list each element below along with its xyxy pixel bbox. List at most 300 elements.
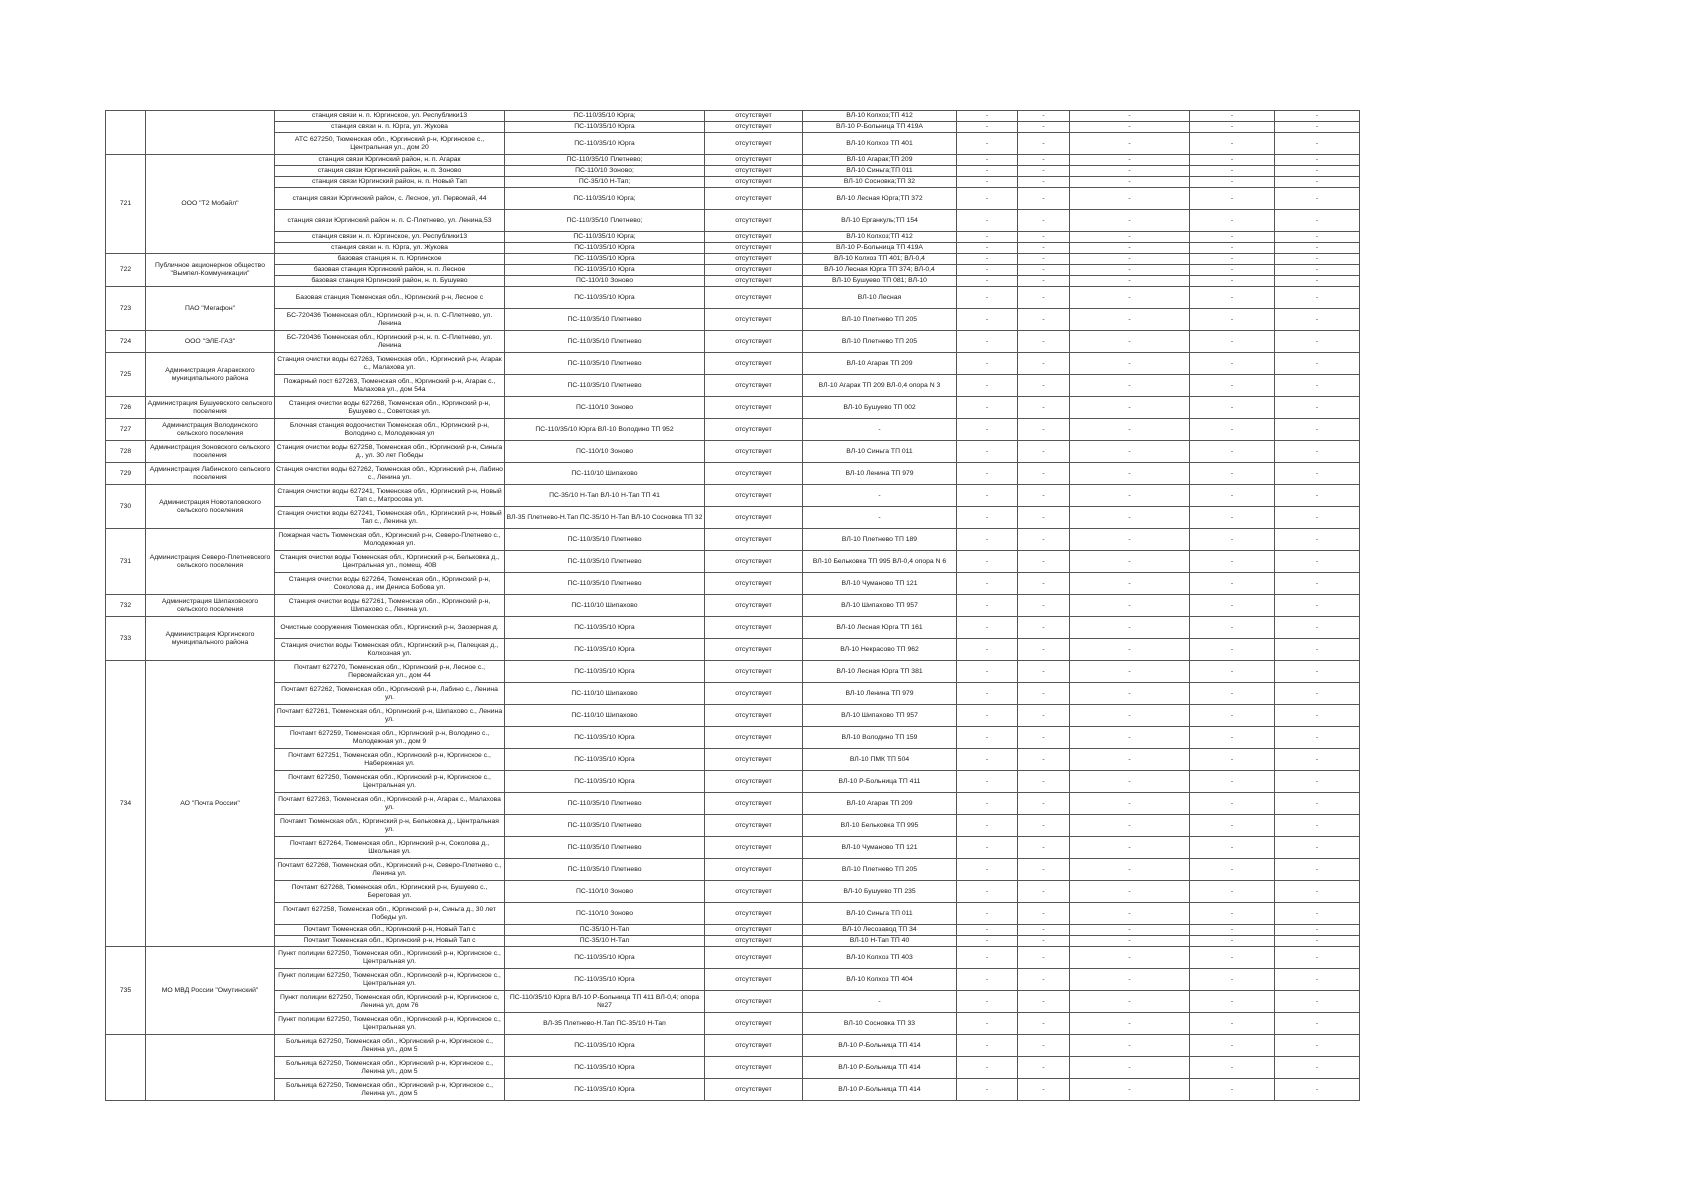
empty-value-cell: -	[1190, 815, 1275, 837]
row-number-cell: 727	[106, 419, 146, 441]
empty-value-cell: -	[1018, 166, 1070, 177]
table-row	[106, 727, 1360, 749]
facility-address-cell: Почтамт 627261, Тюменская обл., Юргинский р-н, Шипахово с., Ленина ул.	[275, 705, 505, 727]
empty-value-cell: -	[1190, 639, 1275, 661]
empty-value-cell: -	[1070, 683, 1190, 705]
table-row	[106, 111, 1360, 122]
table-row	[106, 210, 1360, 232]
table-row	[106, 859, 1360, 881]
empty-value-cell: -	[957, 903, 1018, 925]
empty-value-cell: -	[1070, 1035, 1190, 1057]
empty-value-cell: -	[957, 925, 1018, 936]
empty-value-cell: -	[1070, 309, 1190, 331]
empty-value-cell: -	[957, 276, 1018, 287]
substation-cell: ВЛ-35 Плетнево-Н.Тап ПС-35/10 Н-Тап ВЛ-10 Сосновка ТП 32	[505, 507, 705, 529]
status-cell: отсутствует	[705, 243, 803, 254]
empty-value-cell: -	[1018, 243, 1070, 254]
substation-cell: ПС-110/10 Зоново	[505, 397, 705, 419]
empty-value-cell: -	[1018, 122, 1070, 133]
empty-value-cell: -	[1190, 375, 1275, 397]
empty-value-cell: -	[1018, 265, 1070, 276]
empty-value-cell: -	[1275, 397, 1360, 419]
empty-value-cell: -	[1018, 463, 1070, 485]
empty-value-cell: -	[1070, 463, 1190, 485]
empty-value-cell: -	[1018, 793, 1070, 815]
empty-value-cell: -	[1190, 122, 1275, 133]
power-line-cell: -	[803, 991, 957, 1013]
substation-cell: ПС-110/35/10 Плетнево	[505, 815, 705, 837]
empty-value-cell: -	[1070, 837, 1190, 859]
status-cell: отсутствует	[705, 375, 803, 397]
empty-value-cell: -	[1275, 463, 1360, 485]
empty-value-cell: -	[1275, 749, 1360, 771]
power-line-cell: ВЛ-10 Колхоз;ТП 412	[803, 111, 957, 122]
empty-value-cell: -	[1070, 749, 1190, 771]
substation-cell: ПС-110/35/10 Юрга	[505, 133, 705, 155]
organization-cell: Администрация Агаракского муниципального района	[146, 353, 275, 397]
empty-value-cell: -	[957, 1035, 1018, 1057]
empty-value-cell: -	[1275, 122, 1360, 133]
empty-value-cell: -	[1018, 683, 1070, 705]
status-cell: отсутствует	[705, 595, 803, 617]
organization-cell: Администрация Бушуевского сельского поселения	[146, 397, 275, 419]
empty-value-cell: -	[1275, 551, 1360, 573]
power-line-cell: ВЛ-10 Агарак ТП 209 ВЛ-0,4 опора N 3	[803, 375, 957, 397]
facility-address-cell: Почтамт 627268, Тюменская обл., Юргинский р-н, Бушуево с., Береговая ул.	[275, 881, 505, 903]
empty-value-cell: -	[957, 771, 1018, 793]
empty-value-cell: -	[1018, 1079, 1070, 1101]
table-row	[106, 331, 1360, 353]
empty-value-cell: -	[1275, 265, 1360, 276]
empty-value-cell: -	[1070, 1057, 1190, 1079]
empty-value-cell: -	[1018, 419, 1070, 441]
substation-cell: ПС-110/35/10 Плетнево	[505, 837, 705, 859]
substation-cell: ВЛ-35 Плетнево-Н.Тап ПС-35/10 Н-Тап	[505, 1013, 705, 1035]
empty-value-cell: -	[1275, 188, 1360, 210]
empty-value-cell: -	[1070, 573, 1190, 595]
power-line-cell: ВЛ-10 Чуманово ТП 121	[803, 573, 957, 595]
empty-value-cell: -	[1190, 991, 1275, 1013]
organization-cell	[146, 111, 275, 155]
table-row	[106, 276, 1360, 287]
empty-value-cell: -	[1070, 287, 1190, 309]
empty-value-cell: -	[1275, 331, 1360, 353]
empty-value-cell: -	[957, 397, 1018, 419]
empty-value-cell: -	[1190, 287, 1275, 309]
facility-address-cell: Пункт полиции 627250, Тюменская обл, Юргинский р-н, Юргинское с, Ленина ул, дом 76	[275, 991, 505, 1013]
empty-value-cell: -	[1190, 133, 1275, 155]
status-cell: отсутствует	[705, 551, 803, 573]
substation-cell: ПС-110/35/10 Плетнево	[505, 573, 705, 595]
facility-address-cell: станция связи н. п. Юрга, ул. Жукова	[275, 243, 505, 254]
empty-value-cell: -	[957, 133, 1018, 155]
row-number-cell: 730	[106, 485, 146, 529]
power-line-cell: ВЛ-10 Бушуево ТП 002	[803, 397, 957, 419]
empty-value-cell: -	[957, 507, 1018, 529]
empty-value-cell: -	[1275, 133, 1360, 155]
status-cell: отсутствует	[705, 397, 803, 419]
status-cell: отсутствует	[705, 947, 803, 969]
empty-value-cell: -	[1275, 947, 1360, 969]
empty-value-cell: -	[957, 683, 1018, 705]
substation-cell: ПС-110/35/10 Плетнево	[505, 331, 705, 353]
substation-cell: ПС-35/10 Н-Тап	[505, 936, 705, 947]
substation-cell: ПС-110/35/10 Плетнево	[505, 375, 705, 397]
facility-address-cell: Станция очистки воды 627268, Тюменская обл., Юргинский р-н, Бушуево с., Советская ул.	[275, 397, 505, 419]
empty-value-cell: -	[1018, 254, 1070, 265]
power-line-cell: ВЛ-10 Лесная	[803, 287, 957, 309]
empty-value-cell: -	[1070, 925, 1190, 936]
empty-value-cell: -	[1275, 903, 1360, 925]
substation-cell: ПС-110/35/10 Плетнево;	[505, 155, 705, 166]
power-line-cell: ВЛ-10 Агарак ТП 209	[803, 793, 957, 815]
power-line-cell: ВЛ-10 Колхоз ТП 401; ВЛ-0,4	[803, 254, 957, 265]
power-line-cell: ВЛ-10 Бельковка ТП 995	[803, 815, 957, 837]
empty-value-cell: -	[1190, 254, 1275, 265]
empty-value-cell: -	[1018, 375, 1070, 397]
status-cell: отсутствует	[705, 859, 803, 881]
empty-value-cell: -	[1018, 485, 1070, 507]
empty-value-cell: -	[1190, 837, 1275, 859]
power-line-cell: ВЛ-10 Бушуево ТП 235	[803, 881, 957, 903]
empty-value-cell: -	[1275, 1013, 1360, 1035]
status-cell: отсутствует	[705, 309, 803, 331]
facility-address-cell: Станция очистки воды 627241, Тюменская обл., Юргинский р-н, Новый Тап с., Матросова ул.	[275, 485, 505, 507]
facility-address-cell: Почтамт 627259, Тюменская обл., Юргинский р-н, Володино с., Молодежная ул., дом 9	[275, 727, 505, 749]
substation-cell: ПС-110/35/10 Плетнево;	[505, 210, 705, 232]
empty-value-cell: -	[1275, 441, 1360, 463]
empty-value-cell: -	[1018, 969, 1070, 991]
facility-address-cell: Пожарная часть Тюменская обл., Юргинский р-н, Северо-Плетнево с., Молодежная ул.	[275, 529, 505, 551]
empty-value-cell: -	[957, 166, 1018, 177]
empty-value-cell: -	[1070, 265, 1190, 276]
empty-value-cell: -	[1018, 903, 1070, 925]
status-cell: отсутствует	[705, 749, 803, 771]
empty-value-cell: -	[1190, 111, 1275, 122]
empty-value-cell: -	[1190, 859, 1275, 881]
empty-value-cell: -	[1275, 573, 1360, 595]
substation-cell: ПС-110/35/10 Юрга	[505, 243, 705, 254]
status-cell: отсутствует	[705, 507, 803, 529]
table-row	[106, 749, 1360, 771]
empty-value-cell: -	[1070, 936, 1190, 947]
empty-value-cell: -	[1070, 661, 1190, 683]
facility-address-cell: Больница 627250, Тюменская обл., Юргинский р-н, Юргинское с., Ленина ул., дом 5	[275, 1057, 505, 1079]
empty-value-cell: -	[957, 551, 1018, 573]
empty-value-cell: -	[1018, 771, 1070, 793]
facility-address-cell: базовая станция Юргинский район, н. п. Бушуево	[275, 276, 505, 287]
table-row	[106, 441, 1360, 463]
organization-cell: Администрация Новотаповского сельского поселения	[146, 485, 275, 529]
substation-cell: ПС-110/35/10 Плетнево	[505, 529, 705, 551]
empty-value-cell: -	[957, 727, 1018, 749]
status-cell: отсутствует	[705, 419, 803, 441]
facility-address-cell: Станция очистки воды 627241, Тюменская обл., Юргинский р-н, Новый Тап с., Ленина ул.	[275, 507, 505, 529]
empty-value-cell: -	[1275, 1035, 1360, 1057]
substation-cell: ПС-110/35/10 Юрга	[505, 254, 705, 265]
power-line-cell: ВЛ-10 Плетнево ТП 205	[803, 859, 957, 881]
empty-value-cell: -	[1190, 265, 1275, 276]
empty-value-cell: -	[1070, 353, 1190, 375]
empty-value-cell: -	[1275, 276, 1360, 287]
power-line-cell: ВЛ-10 Р-Больница ТП 414	[803, 1079, 957, 1101]
empty-value-cell: -	[1190, 705, 1275, 727]
empty-value-cell: -	[1070, 485, 1190, 507]
status-cell: отсутствует	[705, 991, 803, 1013]
substation-cell: ПС-110/35/10 Юрга	[505, 617, 705, 639]
power-line-cell: -	[803, 507, 957, 529]
empty-value-cell: -	[1018, 111, 1070, 122]
status-cell: отсутствует	[705, 936, 803, 947]
power-line-cell: -	[803, 485, 957, 507]
facility-address-cell: станция связи Юргинский район н. п. С-Плетнево, ул. Ленина,53	[275, 210, 505, 232]
row-number-cell	[106, 1035, 146, 1101]
power-line-cell: ВЛ-10 Некрасово ТП 962	[803, 639, 957, 661]
substation-cell: ПС-110/10 Зоново	[505, 881, 705, 903]
empty-value-cell: -	[1190, 243, 1275, 254]
empty-value-cell: -	[1190, 529, 1275, 551]
empty-value-cell: -	[1070, 991, 1190, 1013]
empty-value-cell: -	[1070, 166, 1190, 177]
empty-value-cell: -	[957, 1013, 1018, 1035]
empty-value-cell: -	[957, 881, 1018, 903]
table-row	[106, 705, 1360, 727]
empty-value-cell: -	[1070, 111, 1190, 122]
empty-value-cell: -	[1275, 155, 1360, 166]
status-cell: отсутствует	[705, 639, 803, 661]
empty-value-cell: -	[1190, 551, 1275, 573]
organization-cell	[146, 1035, 275, 1101]
power-line-cell: ВЛ-10 Лесная Юрга ТП 381	[803, 661, 957, 683]
empty-value-cell: -	[1190, 969, 1275, 991]
empty-value-cell: -	[1070, 276, 1190, 287]
empty-value-cell: -	[1018, 309, 1070, 331]
substation-cell: ПС-110/10 Шипахово	[505, 705, 705, 727]
empty-value-cell: -	[1018, 133, 1070, 155]
facility-address-cell: Почтамт Тюменская обл., Юргинский р-н, Новый Тап с	[275, 925, 505, 936]
power-line-cell: ВЛ-10 Сосновка;ТП 32	[803, 177, 957, 188]
empty-value-cell: -	[1070, 815, 1190, 837]
power-line-cell: ВЛ-10 Агарак;ТП 209	[803, 155, 957, 166]
empty-value-cell: -	[1070, 639, 1190, 661]
empty-value-cell: -	[1190, 331, 1275, 353]
table-row	[106, 1057, 1360, 1079]
empty-value-cell: -	[1190, 793, 1275, 815]
table-row	[106, 254, 1360, 265]
substation-cell: ПС-110/10 Зоново	[505, 441, 705, 463]
empty-value-cell: -	[957, 210, 1018, 232]
status-cell: отсутствует	[705, 210, 803, 232]
empty-value-cell: -	[1070, 133, 1190, 155]
empty-value-cell: -	[957, 991, 1018, 1013]
empty-value-cell: -	[1018, 727, 1070, 749]
status-cell: отсутствует	[705, 287, 803, 309]
status-cell: отсутствует	[705, 254, 803, 265]
table-row	[106, 551, 1360, 573]
status-cell: отсутствует	[705, 1057, 803, 1079]
empty-value-cell: -	[957, 639, 1018, 661]
empty-value-cell: -	[1190, 661, 1275, 683]
empty-value-cell: -	[1070, 243, 1190, 254]
empty-value-cell: -	[957, 441, 1018, 463]
empty-value-cell: -	[1275, 485, 1360, 507]
empty-value-cell: -	[1018, 991, 1070, 1013]
substation-cell: ПС-35/10 Н-Тап ВЛ-10 Н-Тап ТП 41	[505, 485, 705, 507]
facility-address-cell: Базовая станция Тюменская обл., Юргинский р-н, Лесное с	[275, 287, 505, 309]
empty-value-cell: -	[957, 243, 1018, 254]
empty-value-cell: -	[957, 1079, 1018, 1101]
organization-cell: Администрация Лабинского сельского поселения	[146, 463, 275, 485]
table-row	[106, 573, 1360, 595]
empty-value-cell: -	[1190, 947, 1275, 969]
empty-value-cell: -	[1018, 287, 1070, 309]
status-cell: отсутствует	[705, 573, 803, 595]
empty-value-cell: -	[1275, 529, 1360, 551]
empty-value-cell: -	[1070, 947, 1190, 969]
empty-value-cell: -	[1275, 881, 1360, 903]
empty-value-cell: -	[1275, 232, 1360, 243]
power-line-cell: ВЛ-10 Лесозавод ТП 34	[803, 925, 957, 936]
substation-cell: ПС-110/35/10 Юрга	[505, 969, 705, 991]
facility-address-cell: Станция очистки воды Тюменская обл., Юргинский р-н, Палецкая д., Колхозная ул.	[275, 639, 505, 661]
empty-value-cell: -	[1275, 1079, 1360, 1101]
empty-value-cell: -	[1018, 661, 1070, 683]
empty-value-cell: -	[1190, 210, 1275, 232]
power-line-cell: ВЛ-10 Ленина ТП 979	[803, 463, 957, 485]
empty-value-cell: -	[1018, 815, 1070, 837]
power-line-cell: ВЛ-10 Шипахово ТП 957	[803, 595, 957, 617]
substation-cell: ПС-110/35/10 Плетнево	[505, 353, 705, 375]
empty-value-cell: -	[1018, 617, 1070, 639]
empty-value-cell: -	[957, 122, 1018, 133]
facility-address-cell: АТС 627250, Тюменская обл., Юргинский р-н, Юргинское с., Центральная ул., дом 20	[275, 133, 505, 155]
power-line-cell: ВЛ-10 Синьга ТП 011	[803, 441, 957, 463]
row-number-cell: 734	[106, 661, 146, 947]
empty-value-cell: -	[1275, 507, 1360, 529]
table-row	[106, 309, 1360, 331]
empty-value-cell: -	[957, 617, 1018, 639]
empty-value-cell: -	[957, 485, 1018, 507]
empty-value-cell: -	[1070, 595, 1190, 617]
empty-value-cell: -	[957, 331, 1018, 353]
empty-value-cell: -	[1190, 485, 1275, 507]
organization-cell: АО "Почта России"	[146, 661, 275, 947]
facility-address-cell: Почтамт 627270, Тюменская обл., Юргинский р-н, Лесное с., Первомайская ул., дом 44	[275, 661, 505, 683]
empty-value-cell: -	[1275, 166, 1360, 177]
substation-cell: ПС-110/35/10 Юрга	[505, 1057, 705, 1079]
empty-value-cell: -	[1018, 639, 1070, 661]
empty-value-cell: -	[1275, 111, 1360, 122]
row-number-cell: 732	[106, 595, 146, 617]
power-line-cell: -	[803, 419, 957, 441]
power-line-cell: ВЛ-10 Чуманово ТП 121	[803, 837, 957, 859]
row-number-cell: 721	[106, 155, 146, 254]
status-cell: отсутствует	[705, 441, 803, 463]
empty-value-cell: -	[1018, 331, 1070, 353]
empty-value-cell: -	[1018, 529, 1070, 551]
table-row	[106, 529, 1360, 551]
empty-value-cell: -	[1190, 881, 1275, 903]
empty-value-cell: -	[1190, 166, 1275, 177]
substation-cell: ПС-110/35/10 Юрга;	[505, 111, 705, 122]
power-line-cell: ВЛ-10 Ленина ТП 979	[803, 683, 957, 705]
empty-value-cell: -	[1190, 507, 1275, 529]
facility-address-cell: Почтамт 627258, Тюменская обл., Юргинский р-н, Синьга д., 30 лет Победы ул.	[275, 903, 505, 925]
empty-value-cell: -	[1275, 936, 1360, 947]
empty-value-cell: -	[1070, 331, 1190, 353]
power-line-cell: ВЛ-10 Лесная Юрга ТП 161	[803, 617, 957, 639]
empty-value-cell: -	[1070, 617, 1190, 639]
status-cell: отсутствует	[705, 188, 803, 210]
table-row	[106, 166, 1360, 177]
empty-value-cell: -	[1275, 353, 1360, 375]
table-row	[106, 397, 1360, 419]
organization-cell: Администрация Зоновского сельского поселения	[146, 441, 275, 463]
table-row	[106, 639, 1360, 661]
empty-value-cell: -	[1190, 573, 1275, 595]
empty-value-cell: -	[1275, 705, 1360, 727]
empty-value-cell: -	[1190, 1035, 1275, 1057]
table-row	[106, 243, 1360, 254]
status-cell: отсутствует	[705, 485, 803, 507]
empty-value-cell: -	[1190, 1013, 1275, 1035]
substation-cell: ПС-110/35/10 Юрга	[505, 265, 705, 276]
status-cell: отсутствует	[705, 617, 803, 639]
empty-value-cell: -	[1275, 254, 1360, 265]
empty-value-cell: -	[1275, 771, 1360, 793]
empty-value-cell: -	[1018, 397, 1070, 419]
empty-value-cell: -	[1018, 1057, 1070, 1079]
empty-value-cell: -	[1275, 210, 1360, 232]
status-cell: отсутствует	[705, 881, 803, 903]
empty-value-cell: -	[1070, 507, 1190, 529]
empty-value-cell: -	[957, 936, 1018, 947]
table-row	[106, 463, 1360, 485]
facility-address-cell: Блочная станция водоочистки Тюменская обл., Юргинский р-н, Володино с, Молодежная ул	[275, 419, 505, 441]
status-cell: отсутствует	[705, 122, 803, 133]
status-cell: отсутствует	[705, 353, 803, 375]
empty-value-cell: -	[1190, 1057, 1275, 1079]
facility-address-cell: станция связи н. п. Юрга, ул. Жукова	[275, 122, 505, 133]
empty-value-cell: -	[1275, 969, 1360, 991]
substation-cell: ПС-110/35/10 Юрга ВЛ-10 Р-Больница ТП 411 ВЛ-0,4; опора №27	[505, 991, 705, 1013]
empty-value-cell: -	[957, 188, 1018, 210]
table-row	[106, 936, 1360, 947]
status-cell: отсутствует	[705, 133, 803, 155]
empty-value-cell: -	[1018, 210, 1070, 232]
empty-value-cell: -	[1190, 771, 1275, 793]
empty-value-cell: -	[1070, 727, 1190, 749]
facility-address-cell: станция связи Юргинский район, н. п. Агарак	[275, 155, 505, 166]
empty-value-cell: -	[957, 375, 1018, 397]
facility-address-cell: Почтамт 627250, Тюменская обл., Юргинский р-н, Юргинское с., Центральная ул.	[275, 771, 505, 793]
facility-address-cell: Больница 627250, Тюменская обл., Юргинский р-н, Юргинское с., Ленина ул., дом 5	[275, 1079, 505, 1101]
substation-cell: ПС-110/10 Зоново	[505, 903, 705, 925]
table-row	[106, 232, 1360, 243]
empty-value-cell: -	[1070, 859, 1190, 881]
substation-cell: ПС-110/35/10 Плетнево	[505, 859, 705, 881]
empty-value-cell: -	[1275, 925, 1360, 936]
status-cell: отсутствует	[705, 683, 803, 705]
table-row	[106, 837, 1360, 859]
organization-cell: МО МВД России "Омутинский"	[146, 947, 275, 1035]
power-line-cell: ВЛ-10 Бушуево ТП 081; ВЛ-10	[803, 276, 957, 287]
power-line-cell: ВЛ-10 Лесная Юрга ТП 374; ВЛ-0,4	[803, 265, 957, 276]
empty-value-cell: -	[1275, 837, 1360, 859]
empty-value-cell: -	[1275, 177, 1360, 188]
table-row	[106, 595, 1360, 617]
power-line-cell: ВЛ-10 Плетнево ТП 205	[803, 309, 957, 331]
